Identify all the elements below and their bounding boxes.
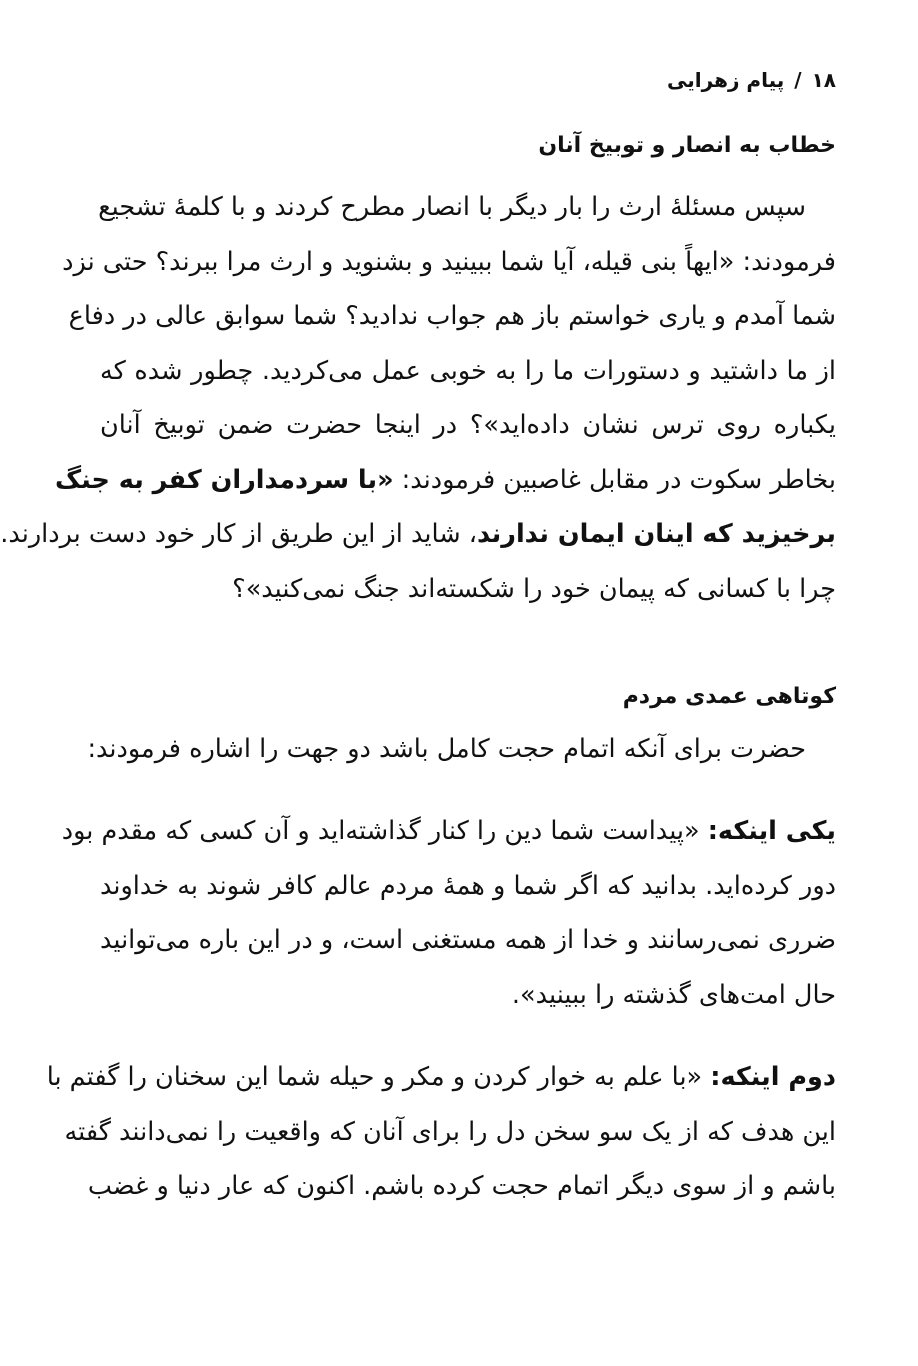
section-heading-neglect: کوتاهی عمدی مردم — [622, 684, 836, 709]
bold-quote: «با سردمداران کفر به جنگ — [54, 464, 394, 495]
head-separator: / — [794, 68, 802, 92]
bold-quote: برخیزید که اینان ایمان ندارند — [476, 519, 836, 549]
point-label: یکی اینکه: — [707, 816, 836, 846]
paragraph-line: شما آمدم و یاری خواستم باز هم جواب ندادید؟ شما سوابق عالی در دفاع — [68, 301, 836, 331]
line-text: ، شاید از این طریق از کار خود دست بردارند. — [0, 519, 477, 549]
paragraph-intro — [87, 722, 836, 777]
paragraph-line — [0, 507, 836, 562]
book-title: پیام زهرایی — [667, 68, 785, 92]
paragraph-line: چرا با کسانی که پیمان خود را شکسته‌اند جنگ نمی‌کنید»؟ — [232, 573, 836, 604]
line-text: بخاطر سکوت در مقابل غاصبین فرمودند: — [393, 464, 836, 495]
paragraph-line: از ما داشتید و دستورات ما را به خوبی عمل می‌کردید. چطور شده که — [100, 355, 836, 386]
paragraph-point-two — [46, 1050, 836, 1214]
paragraph-line: این هدف که از یک سو سخن دل را برای آنان که واقعیت را نمی‌دانند گفته — [64, 1116, 836, 1147]
paragraph-line: حضرت برای آنکه اتمام حجت کامل باشد دو جهت را اشاره فرمودند: — [87, 734, 806, 764]
line-text: «با علم به خوار کردن و مکر و حیله شما این سخنان را گفتم با — [46, 1062, 711, 1092]
paragraph-line: سپس مسئلۀ ارث را بار دیگر با انصار مطرح کردند و با کلمۀ تشجیع — [98, 192, 806, 222]
running-head — [667, 68, 836, 92]
paragraph-line — [46, 1050, 836, 1105]
paragraph-line: یکباره روی ترس نشان داده‌اید»؟ در اینجا حضرت ضمن توبیخ آنان — [100, 410, 836, 440]
paragraph-line: دور کرده‌اید. بدانید که اگر شما و همۀ مردم عالم کافر شوند به خداوند — [100, 870, 836, 901]
page-number: ۱۸ — [811, 68, 836, 92]
paragraph-ansar — [0, 180, 836, 616]
paragraph-line: فرمودند: «ایهاً بنی قیله، آیا شما ببینید و بشنوید و ارث مرا ببرند؟ حتی نزد — [62, 246, 836, 277]
point-label: دوم اینکه: — [710, 1062, 836, 1092]
paragraph-line: ضرری نمی‌رسانند و خدا از همه مستغنی است، و در این باره می‌توانید — [100, 925, 836, 955]
paragraph-line — [54, 453, 836, 508]
paragraph-line — [61, 804, 836, 859]
paragraph-line: حال امت‌های گذشته را ببینید». — [511, 979, 836, 1010]
section-heading-ansar: خطاب به انصار و توبیخ آنان — [538, 133, 836, 158]
line-text: «پیداست شما دین را کنار گذاشته‌اید و آن کسی که مقدم بود — [61, 816, 708, 846]
paragraph-point-one — [61, 804, 836, 1022]
paragraph-line: باشم و از سوی دیگر اتمام حجت کرده باشم. اکنون که عار دنیا و غضب — [87, 1171, 836, 1201]
